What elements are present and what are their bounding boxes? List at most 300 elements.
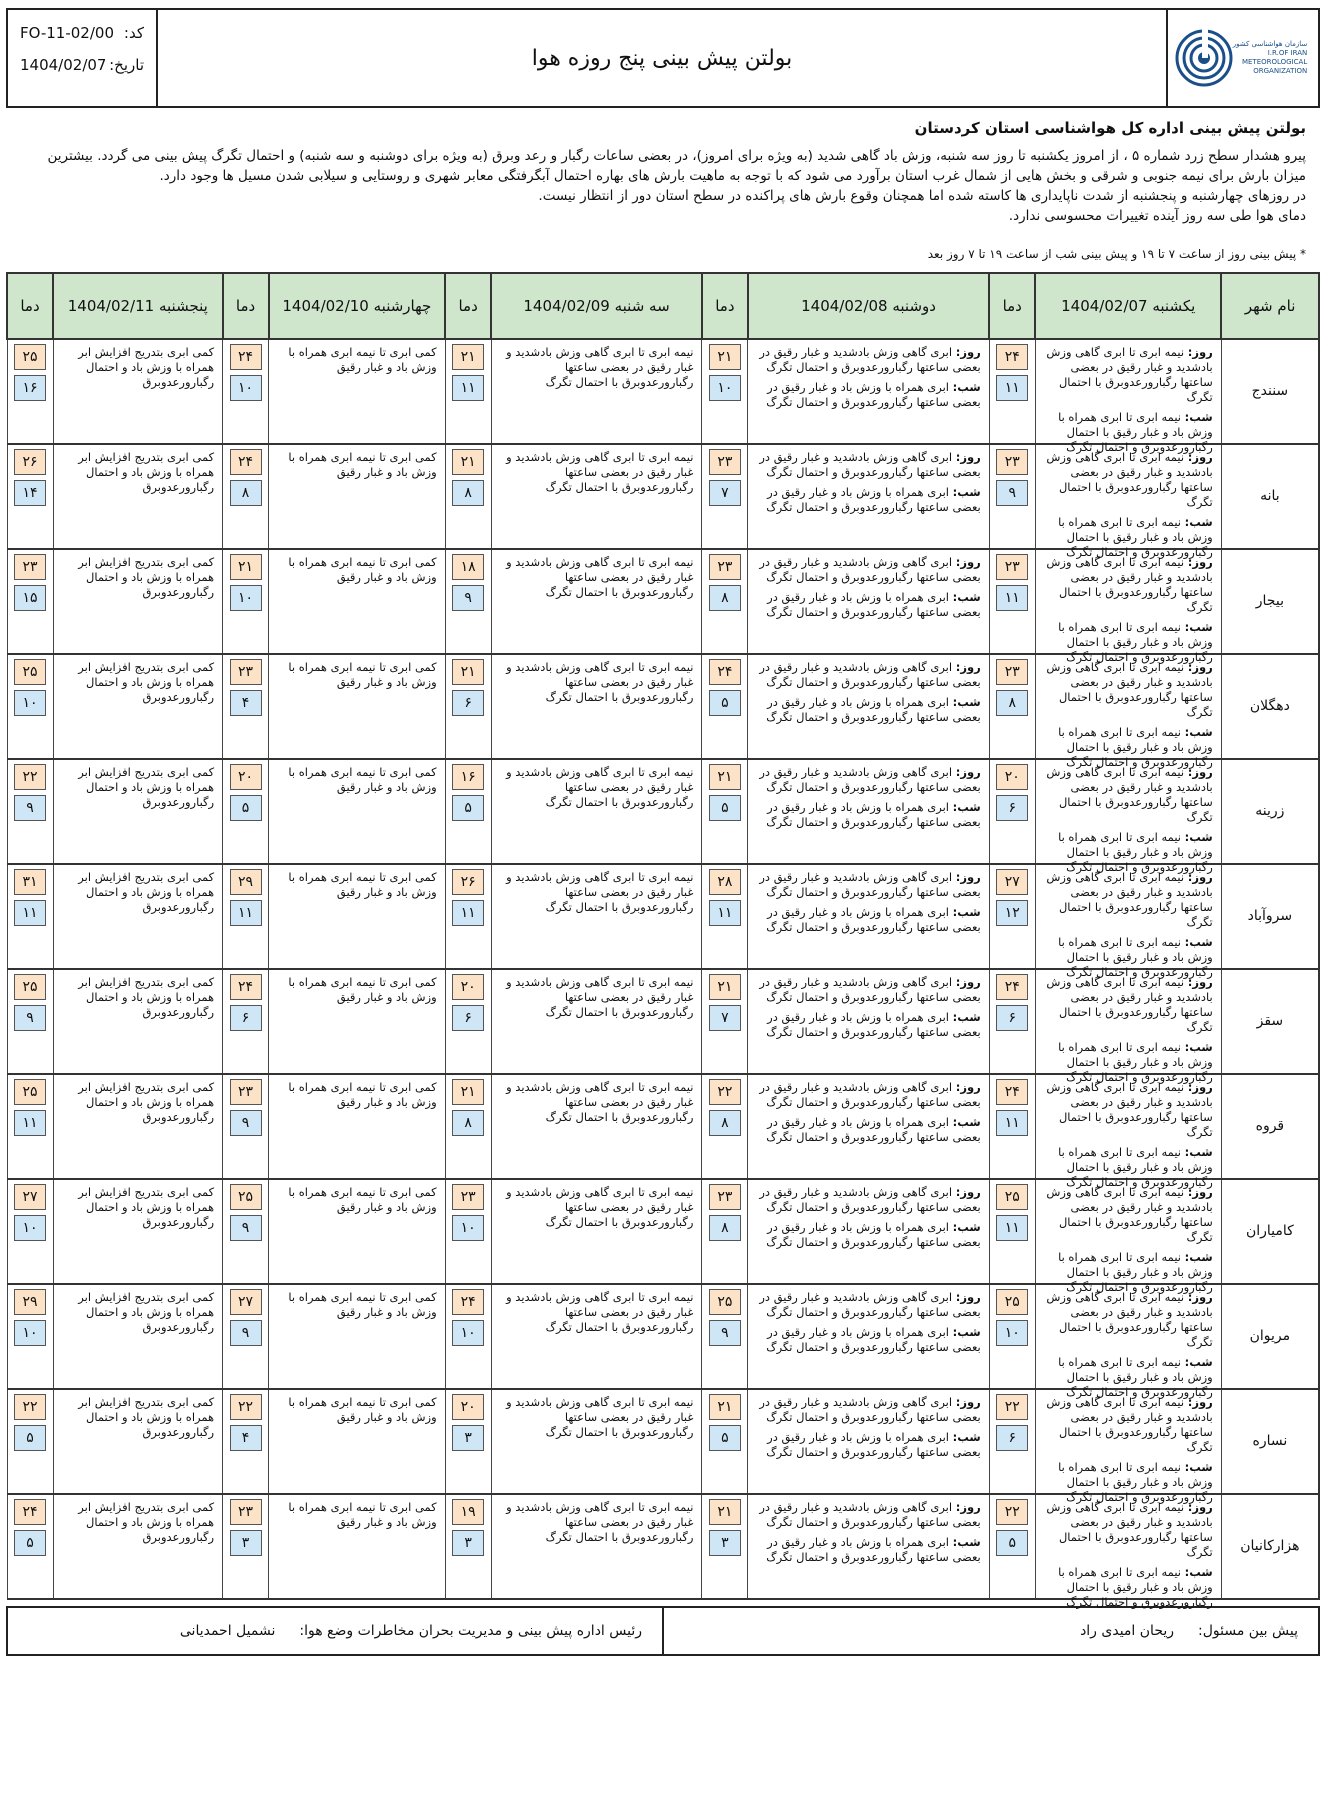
night-forecast xyxy=(754,800,980,830)
code-label: کد: xyxy=(123,24,144,42)
day-forecast-text: ابری گاهی وزش بادشدید و غبار رقیق در بعضی ساعتها رگبارورعدوبرق و احتمال تگرگ xyxy=(759,660,981,689)
forecast-cell xyxy=(53,864,223,969)
temperature-cell xyxy=(7,549,53,654)
max-temp-value: ۲۲ xyxy=(14,1394,46,1420)
min-temp-value: ۹ xyxy=(452,585,484,611)
night-forecast xyxy=(754,1325,980,1355)
day-forecast-text: نیمه ابری تا ابری گاهی وزش بادشدید و غبار رقیق در بعضی ساعتها رگبارورعدوبرق با احتمال تگرگ xyxy=(1046,1290,1213,1349)
night-label: شب: xyxy=(952,1535,981,1549)
night-forecast-text: نیمه ابری تا ابری همراه با وزش باد و غبار رقیق با احتمال رگبارورعدوبرق و احتمال تگرگ xyxy=(1058,1040,1213,1084)
day-forecast xyxy=(754,660,980,690)
forecast-cell xyxy=(748,1074,989,1179)
max-temp-value: ۲۵ xyxy=(14,344,46,370)
max-temp-value: ۲۷ xyxy=(14,1184,46,1210)
night-label: شب: xyxy=(952,590,981,604)
min-temp-value: ۶ xyxy=(996,1425,1028,1451)
forecast-text: نیمه ابری تا ابری گاهی وزش بادشدید و غبار رقیق در بعضی ساعتها رگبارورعدوبرق با احتمال تگرگ xyxy=(506,450,694,494)
min-temp-value: ۳ xyxy=(230,1530,262,1556)
forecast-text xyxy=(1042,975,1213,1084)
day-forecast xyxy=(754,1080,980,1110)
night-label: شب: xyxy=(1184,935,1213,949)
night-forecast-text: ابری همراه با وزش باد و غبار رقیق در بعضی ساعتها رگبارورعدوبرق و احتمال تگرگ xyxy=(766,1010,981,1039)
night-forecast xyxy=(754,1220,980,1250)
day-column-header: پنجشنبه 1404/02/11 xyxy=(53,273,223,339)
temperature-cell xyxy=(223,654,269,759)
night-forecast-text: ابری همراه با وزش باد و غبار رقیق در بعضی ساعتها رگبارورعدوبرق و احتمال تگرگ xyxy=(766,1430,981,1459)
day-label: روز: xyxy=(955,975,981,989)
night-forecast xyxy=(1042,515,1213,560)
day-label: روز: xyxy=(955,555,981,569)
forecast-text: کمی ابری بتدریج افزایش ابر همراه با وزش باد و احتمال رگبارورعدوبرق xyxy=(78,870,215,914)
temperature-cell xyxy=(223,1179,269,1284)
forecast-hours-note: * پیش بینی روز از ساعت ۷ تا ۱۹ و پیش بینی شب از ساعت ۱۹ تا ۷ روز بعد xyxy=(927,247,1306,261)
night-label: شب: xyxy=(1184,1460,1213,1474)
day-forecast-text: ابری گاهی وزش بادشدید و غبار رقیق در بعضی ساعتها رگبارورعدوبرق و احتمال تگرگ xyxy=(759,345,981,374)
forecast-cell xyxy=(53,1284,223,1389)
min-temp-value: ۱۰ xyxy=(14,1320,46,1346)
max-temp-value: ۲۴ xyxy=(452,1289,484,1315)
night-forecast-text: ابری همراه با وزش باد و غبار رقیق در بعضی ساعتها رگبارورعدوبرق و احتمال تگرگ xyxy=(766,695,981,724)
night-label: شب: xyxy=(1184,830,1213,844)
day-label: روز: xyxy=(955,765,981,779)
temperature-cell xyxy=(989,549,1035,654)
city-name: سقز xyxy=(1221,969,1319,1074)
forecast-text xyxy=(754,1080,980,1175)
forecast-cell xyxy=(1035,444,1221,559)
day-forecast xyxy=(1042,345,1213,405)
night-forecast xyxy=(754,380,980,410)
min-temp-value: ۱۰ xyxy=(14,690,46,716)
forecast-cell xyxy=(1035,1179,1221,1294)
day-forecast xyxy=(1042,1185,1213,1245)
temperature-cell xyxy=(445,864,491,969)
night-label: شب: xyxy=(1184,1040,1213,1054)
max-temp-value: ۲۱ xyxy=(709,1499,741,1525)
max-temp-value: ۲۷ xyxy=(996,869,1028,895)
max-temp-value: ۲۷ xyxy=(230,1289,262,1315)
forecast-cell xyxy=(491,1074,702,1179)
day-label: روز: xyxy=(1187,1290,1213,1304)
forecast-cell xyxy=(491,1389,702,1494)
day-label: روز: xyxy=(955,1395,981,1409)
night-forecast-text: ابری همراه با وزش باد و غبار رقیق در بعضی ساعتها رگبارورعدوبرق و احتمال تگرگ xyxy=(766,485,981,514)
forecast-cell xyxy=(269,1389,446,1494)
max-temp-value: ۲۵ xyxy=(14,974,46,1000)
min-temp-value: ۹ xyxy=(230,1320,262,1346)
night-forecast xyxy=(1042,1460,1213,1505)
min-temp-value: ۱۵ xyxy=(14,585,46,611)
night-forecast xyxy=(1042,1250,1213,1295)
max-temp-value: ۲۴ xyxy=(996,1079,1028,1105)
min-temp-value: ۵ xyxy=(709,795,741,821)
max-temp-value: ۲۱ xyxy=(452,449,484,475)
forecast-text: کمی ابری بتدریج افزایش ابر همراه با وزش باد و احتمال رگبارورعدوبرق xyxy=(78,1395,215,1439)
min-temp-value: ۸ xyxy=(230,480,262,506)
forecast-text: کمی ابری تا نیمه ابری همراه با وزش باد و غبار رقیق xyxy=(288,1395,437,1424)
intro-paragraph: دمای هوا طی سه روز آینده تغییرات محسوسی ندارد. xyxy=(1008,208,1306,224)
night-label: شب: xyxy=(1184,620,1213,634)
table-row xyxy=(7,339,1319,444)
max-temp-value: ۲۵ xyxy=(14,659,46,685)
temp-column-header: دما xyxy=(223,273,269,339)
night-forecast-text: نیمه ابری تا ابری همراه با وزش باد و غبار رقیق با احتمال رگبارورعدوبرق و احتمال تگرگ xyxy=(1058,1355,1213,1399)
forecast-text xyxy=(754,555,980,650)
min-temp-value: ۱۱ xyxy=(996,375,1028,401)
night-forecast xyxy=(754,1115,980,1145)
forecast-cell xyxy=(269,1494,446,1599)
forecast-text xyxy=(1042,1290,1213,1399)
forecast-text xyxy=(1042,345,1213,454)
temperature-cell xyxy=(989,1389,1035,1494)
night-forecast xyxy=(1042,830,1213,875)
forecast-cell xyxy=(269,549,446,654)
max-temp-value: ۲۱ xyxy=(230,554,262,580)
forecast-cell xyxy=(491,1494,702,1599)
night-forecast xyxy=(1042,1355,1213,1400)
forecast-text xyxy=(1042,1080,1213,1189)
night-label: شب: xyxy=(1184,515,1213,529)
max-temp-value: ۲۱ xyxy=(452,659,484,685)
temperature-cell xyxy=(223,444,269,549)
forecast-text: کمی ابری تا نیمه ابری همراه با وزش باد و غبار رقیق xyxy=(288,450,437,479)
forecast-text: نیمه ابری تا ابری گاهی وزش بادشدید و غبار رقیق در بعضی ساعتها رگبارورعدوبرق با احتمال تگرگ xyxy=(506,870,694,914)
forecast-text: کمی ابری تا نیمه ابری همراه با وزش باد و غبار رقیق xyxy=(288,765,437,794)
forecast-text xyxy=(754,345,980,440)
night-label: شب: xyxy=(952,1220,981,1234)
forecast-cell xyxy=(748,759,989,864)
day-label: روز: xyxy=(955,345,981,359)
temperature-cell xyxy=(7,1074,53,1179)
temperature-cell xyxy=(702,759,748,864)
forecast-text: کمی ابری بتدریج افزایش ابر همراه با وزش باد و احتمال رگبارورعدوبرق xyxy=(78,1290,215,1334)
temperature-cell xyxy=(989,759,1035,864)
min-temp-value: ۵ xyxy=(452,795,484,821)
night-forecast xyxy=(1042,620,1213,665)
day-forecast-text: ابری گاهی وزش بادشدید و غبار رقیق در بعضی ساعتها رگبارورعدوبرق و احتمال تگرگ xyxy=(759,450,981,479)
temperature-cell xyxy=(223,1074,269,1179)
forecast-text: کمی ابری تا نیمه ابری همراه با وزش باد و غبار رقیق xyxy=(288,1185,437,1214)
table-header-row xyxy=(7,273,1319,339)
day-forecast-text: نیمه ابری تا ابری گاهی وزش بادشدید و غبار رقیق در بعضی ساعتها رگبارورعدوبرق با احتمال تگرگ xyxy=(1046,1080,1213,1139)
logo-text: سازمان هواشناسی کشور I.R.OF IRAN METEOROLOGICAL ORGANIZATION xyxy=(1232,40,1308,75)
forecast-cell xyxy=(53,759,223,864)
max-temp-value: ۲۴ xyxy=(996,974,1028,1000)
day-forecast xyxy=(754,1185,980,1215)
forecast-text: نیمه ابری تا ابری گاهی وزش بادشدید و غبار رقیق در بعضی ساعتها رگبارورعدوبرق با احتمال تگرگ xyxy=(506,1080,694,1124)
max-temp-value: ۲۰ xyxy=(452,974,484,1000)
day-forecast xyxy=(754,450,980,480)
max-temp-value: ۲۳ xyxy=(996,659,1028,685)
temperature-cell xyxy=(223,864,269,969)
forecast-cell xyxy=(269,864,446,969)
night-forecast-text: نیمه ابری تا ابری همراه با وزش باد و غبار رقیق با احتمال رگبارورعدوبرق و احتمال تگرگ xyxy=(1058,830,1213,874)
min-temp-value: ۱۰ xyxy=(452,1215,484,1241)
temperature-cell xyxy=(702,1074,748,1179)
min-temp-value: ۷ xyxy=(709,480,741,506)
day-forecast-text: نیمه ابری تا ابری گاهی وزش بادشدید و غبار رقیق در بعضی ساعتها رگبارورعدوبرق با احتمال تگرگ xyxy=(1046,765,1213,824)
night-forecast-text: ابری همراه با وزش باد و غبار رقیق در بعضی ساعتها رگبارورعدوبرق و احتمال تگرگ xyxy=(766,1115,981,1144)
forecast-cell xyxy=(53,1389,223,1494)
max-temp-value: ۲۰ xyxy=(996,764,1028,790)
night-label: شب: xyxy=(952,1430,981,1444)
department-head-block xyxy=(8,1608,664,1654)
max-temp-value: ۲۲ xyxy=(996,1499,1028,1525)
min-temp-value: ۶ xyxy=(452,690,484,716)
day-forecast xyxy=(754,1500,980,1530)
max-temp-value: ۲۴ xyxy=(230,449,262,475)
forecast-cell xyxy=(491,444,702,549)
temperature-cell xyxy=(7,864,53,969)
min-temp-value: ۸ xyxy=(709,1215,741,1241)
night-label: شب: xyxy=(1184,725,1213,739)
night-label: شب: xyxy=(952,485,981,499)
day-label: روز: xyxy=(955,1080,981,1094)
temperature-cell xyxy=(445,1389,491,1494)
forecast-text: نیمه ابری تا ابری گاهی وزش بادشدید و غبار رقیق در بعضی ساعتها رگبارورعدوبرق با احتمال تگرگ xyxy=(506,765,694,809)
forecast-text: کمی ابری تا نیمه ابری همراه با وزش باد و غبار رقیق xyxy=(288,975,437,1004)
forecast-text xyxy=(754,660,980,755)
forecast-text: کمی ابری بتدریج افزایش ابر همراه با وزش باد و احتمال رگبارورعدوبرق xyxy=(78,1185,215,1229)
forecaster-label: پیش بین مسئول: xyxy=(1198,1623,1298,1639)
forecast-cell xyxy=(491,969,702,1074)
temperature-cell xyxy=(702,654,748,759)
day-forecast-text: نیمه ابری تا ابری گاهی وزش بادشدید و غبار رقیق در بعضی ساعتها رگبارورعدوبرق با احتمال تگرگ xyxy=(1046,975,1213,1034)
organization-logo xyxy=(1166,10,1318,106)
forecast-text xyxy=(1042,555,1213,664)
forecast-cell xyxy=(1035,1389,1221,1504)
forecast-cell xyxy=(491,759,702,864)
night-label: شب: xyxy=(1184,1565,1213,1579)
forecast-text: نیمه ابری تا ابری گاهی وزش بادشدید و غبار رقیق در بعضی ساعتها رگبارورعدوبرق با احتمال تگرگ xyxy=(506,1395,694,1439)
min-temp-value: ۸ xyxy=(452,1110,484,1136)
city-name: بیجار xyxy=(1221,549,1319,654)
code-value: FO-11-02/00 xyxy=(20,24,114,42)
night-forecast xyxy=(754,1535,980,1565)
forecast-text: کمی ابری تا نیمه ابری همراه با وزش باد و غبار رقیق xyxy=(288,1080,437,1109)
min-temp-value: ۱۱ xyxy=(452,900,484,926)
night-forecast-text: نیمه ابری تا ابری همراه با وزش باد و غبار رقیق با احتمال رگبارورعدوبرق و احتمال تگرگ xyxy=(1058,935,1213,979)
day-forecast xyxy=(1042,1080,1213,1140)
forecast-text xyxy=(1042,1185,1213,1294)
min-temp-value: ۹ xyxy=(230,1110,262,1136)
forecast-cell xyxy=(1035,1074,1221,1189)
max-temp-value: ۲۲ xyxy=(230,1394,262,1420)
forecast-cell xyxy=(1035,1494,1221,1609)
forecast-cell xyxy=(748,339,989,444)
night-forecast xyxy=(1042,935,1213,980)
night-forecast-text: نیمه ابری تا ابری همراه با وزش باد و غبار رقیق با احتمال رگبارورعدوبرق و احتمال تگرگ xyxy=(1058,410,1213,454)
min-temp-value: ۱۰ xyxy=(14,1215,46,1241)
table-row xyxy=(7,654,1319,759)
temperature-cell xyxy=(445,969,491,1074)
forecast-cell xyxy=(491,864,702,969)
night-forecast-text: ابری همراه با وزش باد و غبار رقیق در بعضی ساعتها رگبارورعدوبرق و احتمال تگرگ xyxy=(766,590,981,619)
day-label: روز: xyxy=(1187,1500,1213,1514)
night-label: شب: xyxy=(1184,1355,1213,1369)
intro-heading: بولتن پیش بینی اداره کل هواشناسی استان کردستان xyxy=(914,119,1306,137)
forecast-text: نیمه ابری تا ابری گاهی وزش بادشدید و غبار رقیق در بعضی ساعتها رگبارورعدوبرق با احتمال تگرگ xyxy=(506,1290,694,1334)
min-temp-value: ۵ xyxy=(14,1530,46,1556)
temp-column-header: دما xyxy=(702,273,748,339)
forecast-cell xyxy=(269,339,446,444)
min-temp-value: ۳ xyxy=(452,1530,484,1556)
day-forecast xyxy=(754,345,980,375)
forecast-table xyxy=(6,272,1320,1609)
forecast-text: کمی ابری تا نیمه ابری همراه با وزش باد و غبار رقیق xyxy=(288,345,437,374)
max-temp-value: ۲۳ xyxy=(230,1499,262,1525)
max-temp-value: ۳۱ xyxy=(14,869,46,895)
forecast-text xyxy=(754,870,980,965)
max-temp-value: ۲۲ xyxy=(709,1079,741,1105)
bulletin-title: بولتن پیش بینی پنج روزه هوا xyxy=(531,45,793,71)
night-label: شب: xyxy=(1184,1250,1213,1264)
night-label: شب: xyxy=(952,1010,981,1024)
intro-section xyxy=(6,108,1320,264)
intro-paragraph: پیرو هشدار سطح زرد شماره ۵ ، از امروز یکشنبه تا روز سه شنبه، وزش باد گاهی شدید (به ویژه برای امروز)، در بعضی ساعات رگبار و رعد وبرق (به ویژه برای دوشنبه و سه شنبه) و احتمال تگرگ پیش بینی می گردد. بیشترین میزان بارش برای نیمه جنوبی و شرقی و بخش هایی از شمال غرب استان برآورد می شود که با توجه به ماهیت بارش های بهاره احتمال آبگرفتگی معابر شهری و روستایی و سیلابی شدن مسیل ها وجود دارد. xyxy=(47,148,1306,184)
document-meta xyxy=(8,10,158,106)
night-forecast xyxy=(754,1010,980,1040)
max-temp-value: ۲۳ xyxy=(14,554,46,580)
min-temp-value: ۶ xyxy=(452,1005,484,1031)
max-temp-value: ۲۲ xyxy=(996,1394,1028,1420)
day-forecast xyxy=(754,1395,980,1425)
max-temp-value: ۲۴ xyxy=(230,974,262,1000)
min-temp-value: ۱۲ xyxy=(996,900,1028,926)
forecast-cell xyxy=(491,549,702,654)
day-label: روز: xyxy=(955,450,981,464)
day-forecast xyxy=(1042,555,1213,615)
min-temp-value: ۴ xyxy=(230,690,262,716)
day-label: روز: xyxy=(1187,555,1213,569)
day-column-header: سه شنبه 1404/02/09 xyxy=(491,273,702,339)
date-label: تاریخ: xyxy=(109,56,144,74)
night-forecast xyxy=(754,695,980,725)
max-temp-value: ۲۴ xyxy=(709,659,741,685)
temperature-cell xyxy=(7,1179,53,1284)
forecast-cell xyxy=(269,444,446,549)
day-forecast-text: نیمه ابری تا ابری گاهی وزش بادشدید و غبار رقیق در بعضی ساعتها رگبارورعدوبرق با احتمال تگرگ xyxy=(1046,1395,1213,1454)
temperature-cell xyxy=(702,549,748,654)
day-forecast xyxy=(1042,975,1213,1035)
day-forecast xyxy=(1042,450,1213,510)
night-forecast xyxy=(1042,1565,1213,1610)
night-forecast-text: ابری همراه با وزش باد و غبار رقیق در بعضی ساعتها رگبارورعدوبرق و احتمال تگرگ xyxy=(766,905,981,934)
night-label: شب: xyxy=(952,1325,981,1339)
max-temp-value: ۲۵ xyxy=(230,1184,262,1210)
max-temp-value: ۲۲ xyxy=(14,764,46,790)
min-temp-value: ۸ xyxy=(709,1110,741,1136)
day-forecast xyxy=(1042,1290,1213,1350)
max-temp-value: ۲۳ xyxy=(709,449,741,475)
day-forecast xyxy=(1042,1395,1213,1455)
forecast-text xyxy=(1042,1395,1213,1504)
forecaster-block xyxy=(664,1608,1318,1654)
temperature-cell xyxy=(989,1179,1035,1284)
forecast-cell xyxy=(491,654,702,759)
day-label: روز: xyxy=(955,1290,981,1304)
max-temp-value: ۲۰ xyxy=(230,764,262,790)
max-temp-value: ۲۵ xyxy=(709,1289,741,1315)
day-forecast-text: ابری گاهی وزش بادشدید و غبار رقیق در بعضی ساعتها رگبارورعدوبرق و احتمال تگرگ xyxy=(759,1500,981,1529)
forecast-text: نیمه ابری تا ابری گاهی وزش بادشدید و غبار رقیق در بعضی ساعتها رگبارورعدوبرق با احتمال تگرگ xyxy=(506,555,694,599)
temperature-cell xyxy=(445,759,491,864)
bulletin-header xyxy=(6,8,1320,108)
night-forecast xyxy=(754,485,980,515)
day-forecast-text: نیمه ابری تا ابری گاهی وزش بادشدید و غبار رقیق در بعضی ساعتها رگبارورعدوبرق با احتمال تگرگ xyxy=(1046,1185,1213,1244)
min-temp-value: ۵ xyxy=(996,1530,1028,1556)
min-temp-value: ۵ xyxy=(709,690,741,716)
forecast-text: کمی ابری تا نیمه ابری همراه با وزش باد و غبار رقیق xyxy=(288,1290,437,1319)
min-temp-value: ۹ xyxy=(709,1320,741,1346)
night-forecast-text: نیمه ابری تا ابری همراه با وزش باد و غبار رقیق با احتمال رگبارورعدوبرق و احتمال تگرگ xyxy=(1058,1460,1213,1504)
forecast-text xyxy=(754,765,980,860)
department-head-label: رئیس اداره پیش بینی و مدیریت بحران مخاطرات وضع هوا: xyxy=(299,1623,642,1639)
table-row xyxy=(7,444,1319,549)
min-temp-value: ۱۴ xyxy=(14,480,46,506)
min-temp-value: ۱۱ xyxy=(996,585,1028,611)
forecast-cell xyxy=(53,339,223,444)
city-name: زرینه xyxy=(1221,759,1319,864)
min-temp-value: ۱۱ xyxy=(452,375,484,401)
max-temp-value: ۲۱ xyxy=(452,344,484,370)
forecast-text: کمی ابری بتدریج افزایش ابر همراه با وزش باد و احتمال رگبارورعدوبرق xyxy=(78,765,215,809)
max-temp-value: ۲۳ xyxy=(452,1184,484,1210)
forecast-text xyxy=(754,1500,980,1595)
day-forecast xyxy=(754,975,980,1005)
forecast-text xyxy=(1042,870,1213,979)
day-forecast-text: ابری گاهی وزش بادشدید و غبار رقیق در بعضی ساعتها رگبارورعدوبرق و احتمال تگرگ xyxy=(759,870,981,899)
max-temp-value: ۲۱ xyxy=(452,1079,484,1105)
temperature-cell xyxy=(445,1494,491,1599)
forecast-cell xyxy=(1035,654,1221,769)
temperature-cell xyxy=(702,1494,748,1599)
forecast-cell xyxy=(748,549,989,654)
temperature-cell xyxy=(7,969,53,1074)
forecast-cell xyxy=(269,1179,446,1284)
max-temp-value: ۲۱ xyxy=(709,764,741,790)
min-temp-value: ۱۱ xyxy=(996,1215,1028,1241)
min-temp-value: ۱۰ xyxy=(230,375,262,401)
temperature-cell xyxy=(223,549,269,654)
max-temp-value: ۲۴ xyxy=(996,344,1028,370)
table-row xyxy=(7,969,1319,1074)
max-temp-value: ۲۳ xyxy=(230,1079,262,1105)
city-name: نساره xyxy=(1221,1389,1319,1494)
max-temp-value: ۲۳ xyxy=(996,449,1028,475)
temp-column-header: دما xyxy=(445,273,491,339)
table-row xyxy=(7,864,1319,969)
min-temp-value: ۱۰ xyxy=(452,1320,484,1346)
forecast-text: نیمه ابری تا ابری گاهی وزش بادشدید و غبار رقیق در بعضی ساعتها رگبارورعدوبرق با احتمال تگرگ xyxy=(506,1500,694,1544)
forecast-cell xyxy=(748,1284,989,1389)
forecast-cell xyxy=(53,1074,223,1179)
min-temp-value: ۸ xyxy=(709,585,741,611)
temperature-cell xyxy=(702,339,748,444)
forecast-cell xyxy=(491,1284,702,1389)
day-label: روز: xyxy=(1187,870,1213,884)
night-forecast-text: نیمه ابری تا ابری همراه با وزش باد و غبار رقیق با احتمال رگبارورعدوبرق و احتمال تگرگ xyxy=(1058,620,1213,664)
night-forecast xyxy=(754,1430,980,1460)
forecast-text: نیمه ابری تا ابری گاهی وزش بادشدید و غبار رقیق در بعضی ساعتها رگبارورعدوبرق با احتمال تگرگ xyxy=(506,1185,694,1229)
forecast-cell xyxy=(491,1179,702,1284)
forecast-cell xyxy=(269,969,446,1074)
forecast-text: کمی ابری بتدریج افزایش ابر همراه با وزش باد و احتمال رگبارورعدوبرق xyxy=(78,555,215,599)
signature-footer xyxy=(6,1606,1320,1656)
day-forecast-text: ابری گاهی وزش بادشدید و غبار رقیق در بعضی ساعتها رگبارورعدوبرق و احتمال تگرگ xyxy=(759,765,981,794)
night-label: شب: xyxy=(952,1115,981,1129)
max-temp-value: ۲۸ xyxy=(709,869,741,895)
min-temp-value: ۳ xyxy=(452,1425,484,1451)
